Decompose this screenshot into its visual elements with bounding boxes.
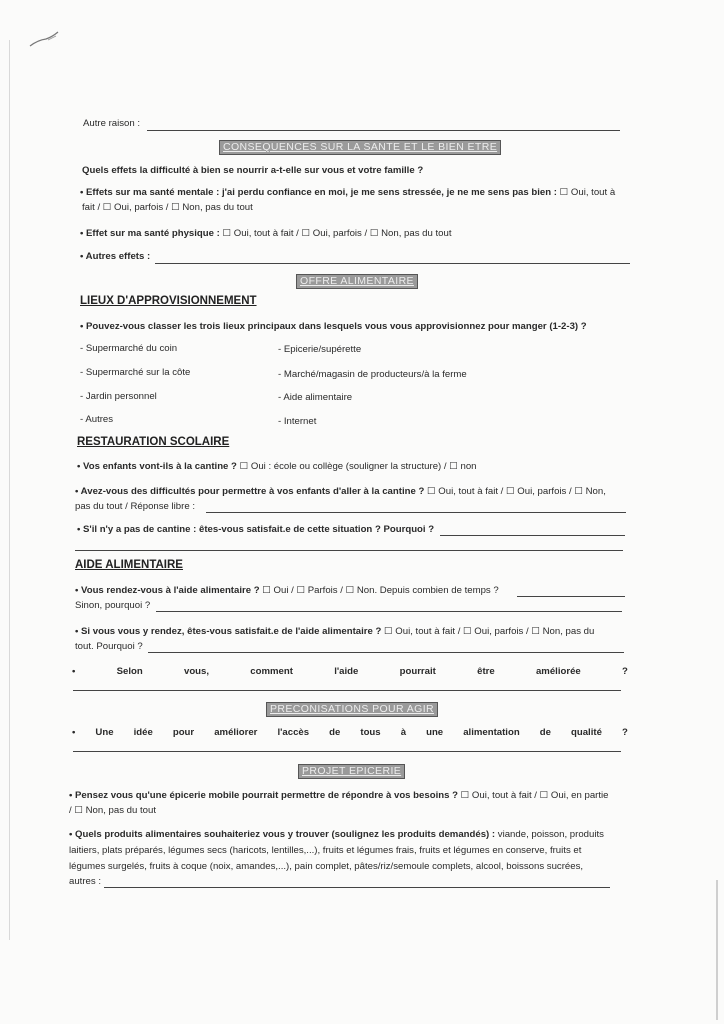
ameliore-word: pourrait [399,666,436,677]
produits-line1 [69,829,604,840]
idee-word: de [539,727,551,738]
autre-raison-field[interactable] [147,130,620,131]
cantine-question: • Vos enfants vont-ils à la cantine ? [77,461,237,472]
idee-word: une [426,727,444,738]
scan-edge-left [9,40,10,940]
produits-autres-field[interactable] [104,887,610,888]
reponse-libre-field[interactable] [206,512,626,513]
ameliore-question [72,666,628,677]
produits-list-1[interactable]: viande, poisson, produits [497,829,604,840]
ameliore-word: comment [250,666,293,677]
sinon-label: Sinon, pourquoi ? [75,600,151,611]
lieux-title: LIEUX D'APPROVISIONNEMENT [80,295,257,307]
produits-autres-label: autres : [69,876,101,887]
satisf-options[interactable]: ☐ Oui, tout à fait / ☐ Oui, parfois / ☐ Non, pas du [384,626,595,637]
satisf-question: • Si vous vous y rendez, êtes-vous satisfait.e de l'aide alimentaire ? [75,626,382,637]
depuis-combien-field[interactable] [517,596,625,597]
pas-cantine-field-2[interactable] [75,550,623,551]
sante-physique-question: • Effet sur ma santé physique : [80,228,220,239]
resto-title: RESTAURATION SCOLAIRE [77,436,230,448]
idee-word: tous [360,727,381,738]
ameliore-word: ? [622,666,628,677]
idee-word: ? [621,727,628,738]
idee-question [72,727,628,738]
satisf-pourquoi-field[interactable] [148,652,624,653]
scan-edge-right [716,880,718,1020]
aide-title: AIDE ALIMENTAIRE [75,559,183,571]
lieu-supermarche-cote[interactable]: - Supermarché sur la côte [80,367,191,378]
pen-mark-icon [28,28,60,50]
mobile-options-1[interactable]: ☐ Oui, tout à fait / ☐ Oui, en partie [460,790,609,801]
rendez-question: • Vous rendez-vous à l'aide alimentaire ? [75,585,260,596]
pas-cantine-field[interactable] [440,535,625,536]
cantine-line [77,461,477,472]
ameliore-word: Selon [116,666,143,677]
ameliore-word: vous, [183,666,210,677]
produits-list-3[interactable]: légumes surgelés, fruits à coque (noix, amandes,...), pain complet, pâtes/riz/semoule complets, alcool, boissons sucrées, [69,861,584,872]
lieu-marche-producteurs[interactable]: - Marché/magasin de producteurs/à la ferme [278,369,467,380]
idee-word: de [329,727,341,738]
sante-question: Quels effets la difficulté à bien se nourrir a-t-elle sur vous et votre famille ? [82,165,424,176]
sante-mentale-question: • Effets sur ma santé mentale : j'ai perdu confiance en moi, je me sens stressée, je ne me sens pas bien : [80,187,557,198]
sante-mentale-options-1[interactable]: ☐ Oui, tout à [559,187,616,198]
produits-list-2[interactable]: laitiers, plats préparés, légumes secs (haricots, lentilles,...), fruits et légumes frais, fruits et légumes en conserve, fruits et [69,845,582,856]
ameliore-word: améliorée [535,666,581,677]
idee-word: idée [133,727,153,738]
mobile-line1 [69,790,609,801]
autre-raison-label: Autre raison : [83,118,141,129]
section-title-offre: OFFRE ALIMENTAIRE [296,274,418,289]
lieu-supermarche-coin[interactable]: - Supermarché du coin [80,343,178,354]
mobile-question: • Pensez vous qu'une épicerie mobile pourrait permettre de répondre à vos besoins ? [69,790,458,801]
lieu-jardin-personnel[interactable]: - Jardin personnel [80,391,157,402]
sante-physique-line [80,228,452,239]
lieu-epicerie[interactable]: - Epicerie/supérette [278,344,362,355]
satisf-line1 [75,626,594,637]
classer-question: • Pouvez-vous classer les trois lieux principaux dans lesquels vous vous approvisionnez pour manger (1-2-3) ? [80,321,587,332]
cantine-options[interactable]: ☐ Oui : école ou collège (souligner la structure) / ☐ non [239,461,477,472]
idee-word: pour [172,727,195,738]
rendez-options[interactable]: ☐ Oui / ☐ Parfois / ☐ Non. Depuis combien de temps ? [262,585,499,596]
sinon-field[interactable] [156,611,622,612]
sante-mentale-line1 [80,187,615,198]
lieu-aide-alimentaire[interactable]: - Aide alimentaire [278,392,353,403]
difficultes-question: • Avez-vous des difficultés pour permettre à vos enfants d'aller à la cantine ? [75,486,425,497]
section-title-preco: PRECONISATIONS POUR AGIR [266,702,438,717]
mobile-options-2[interactable]: / ☐ Non, pas du tout [69,805,156,816]
lieu-internet[interactable]: - Internet [278,416,317,427]
difficultes-line1 [75,486,606,497]
lieu-autres[interactable]: - Autres [80,414,114,425]
section-title-sante: CONSEQUENCES SUR LA SANTE ET LE BIEN ETRE [219,140,501,155]
rendez-line [75,585,499,596]
satisf-line2: tout. Pourquoi ? [75,641,143,652]
autres-effets-label: • Autres effets : [80,251,151,262]
idee-word: améliorer [214,727,258,738]
pas-cantine-question: • S'il n'y a pas de cantine : êtes-vous satisfait.e de cette situation ? Pourquoi ? [77,524,435,535]
ameliore-word: l'aide [334,666,359,677]
produits-question: • Quels produits alimentaires souhaiteriez vous y trouver (soulignez les produits demandés) : [69,829,496,840]
difficultes-options[interactable]: ☐ Oui, tout à fait / ☐ Oui, parfois / ☐ Non, [427,486,606,497]
idee-word: alimentation [463,727,520,738]
idee-word: • [72,727,76,738]
idee-field[interactable] [73,751,621,752]
idee-word: à [400,727,407,738]
difficultes-line2: pas du tout / Réponse libre : [75,501,195,512]
sante-mentale-options-2[interactable]: fait / ☐ Oui, parfois / ☐ Non, pas du tout [82,202,253,213]
idee-word: qualité [571,727,602,738]
ameliore-word: être [477,666,495,677]
autres-effets-field[interactable] [155,263,630,264]
idee-word: Une [95,727,114,738]
sante-physique-options[interactable]: ☐ Oui, tout à fait / ☐ Oui, parfois / ☐ Non, pas du tout [222,228,452,239]
idee-word: l'accès [277,727,310,738]
ameliore-field[interactable] [73,690,621,691]
ameliore-word: • [72,666,76,677]
section-title-projet: PROJET EPICERIE [298,764,405,779]
